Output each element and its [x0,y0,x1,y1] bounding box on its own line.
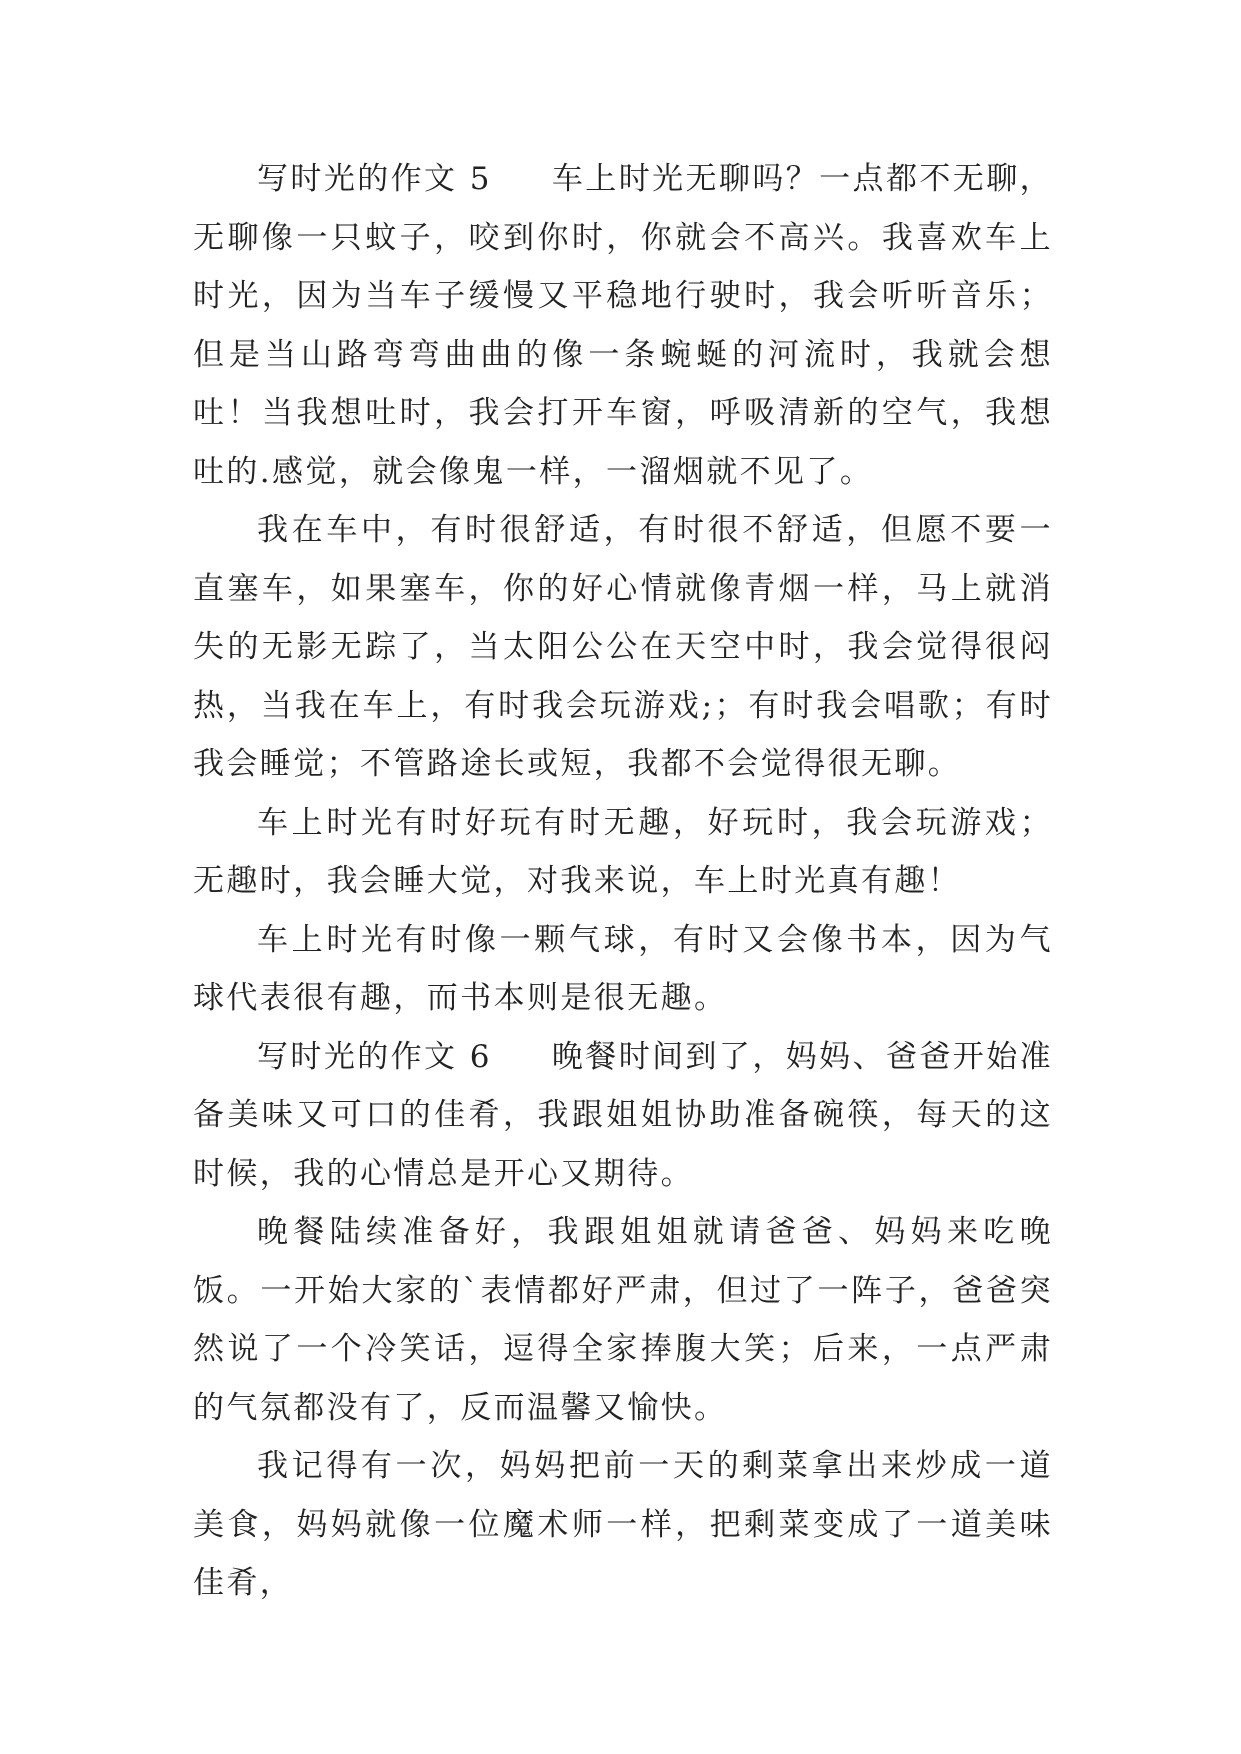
paragraph-text: 车上时光无聊吗？一点都不无聊，无聊像一只蚊子，咬到你时，你就会不高兴。我喜欢车上时光，因为当车子缓慢又平稳地行驶时，我会听听音乐；但是当山路弯弯曲曲的像一条蜿蜒的河流时，我就会想吐！当我想吐时，我会打开车窗，呼吸清新的空气，我想吐的.感觉，就会像鬼一样，一溜烟就不见了。 [193,161,1054,490]
essay-5-paragraph-2: 我在车中，有时很舒适，有时很不舒适，但愿不要一直塞车，如果塞车，你的好心情就像青烟一样，马上就消失的无影无踪了，当太阳公公在天空中时，我会觉得很闷热，当我在车上，有时我会玩游戏;；有时我会唱歌；有时我会睡觉；不管路途长或短，我都不会觉得很无聊。 [193,512,1053,782]
essay-5-paragraph-1 [193,150,1053,501]
essay-6-paragraph-1 [193,1028,1053,1204]
essay-5-heading: 写时光的作文 5 [257,161,492,197]
essay-5-paragraph-3: 车上时光有时好玩有时无趣，好玩时，我会玩游戏；无趣时，我会睡大觉，对我来说，车上时光真有趣！ [193,804,1053,899]
essay-6-paragraph-2: 晚餐陆续准备好，我跟姐姐就请爸爸、妈妈来吃晚饭。一开始大家的`表情都好严肃，但过了一阵子，爸爸突然说了一个冷笑话，逗得全家捧腹大笑；后来，一点严肃的气氛都没有了，反而温馨又愉快。 [193,1214,1053,1426]
paragraph-text: 晚餐时间到了，妈妈、爸爸开始准备美味又可口的佳肴，我跟姐姐协助准备碗筷，每天的这时候，我的心情总是开心又期待。 [193,1038,1054,1192]
essay-6-heading: 写时光的作文 6 [257,1038,492,1075]
document-page [193,150,1053,1613]
essay-5-paragraph-4: 车上时光有时像一颗气球，有时又会像书本，因为气球代表很有趣，而书本则是很无趣。 [193,921,1053,1016]
essay-6-paragraph-3: 我记得有一次，妈妈把前一天的剩菜拿出来炒成一道美食，妈妈就像一位魔术师一样，把剩菜变成了一道美味佳肴， [193,1448,1053,1601]
